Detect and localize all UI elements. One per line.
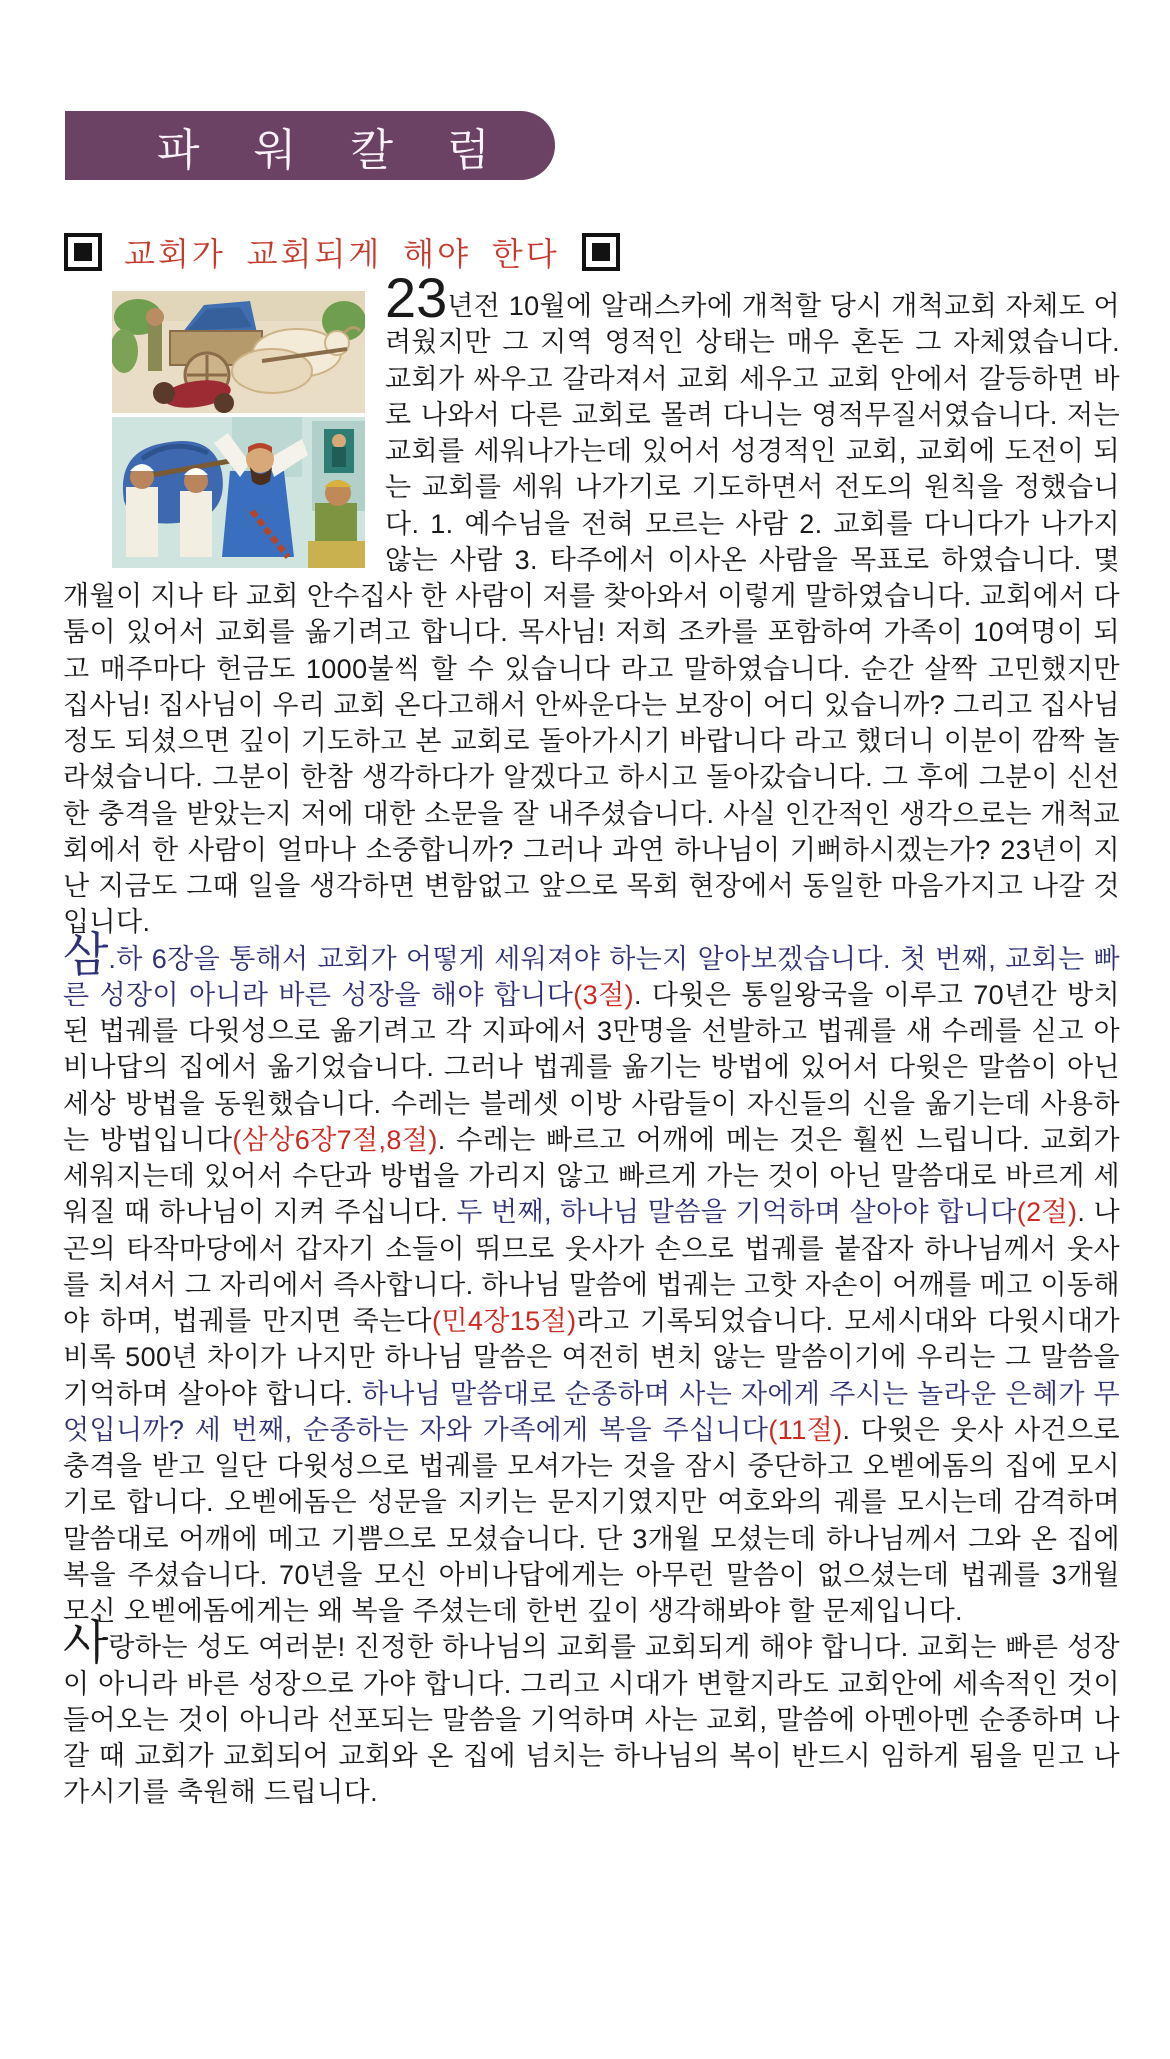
banner-title: 파 워 칼 럼 — [157, 125, 511, 175]
article-title: 교회가 교회되게 해야 한다 — [124, 236, 560, 272]
paragraph-3-text: 랑하는 성도 여러분! 진정한 하나님의 교회를 교회되게 해야 합니다. 교회는 빠른 성장이 아니라 바른 성장으로 가야 합니다. 그리고 시대가 변할지라도 교회안에 세속적인 것이 들어오는 것이 아니라 선포되는 말씀을 기억하며 사는 교회, 말씀에 아멘아멘 순종하며 나갈 때 교회가 교회되어 교회와 온 집에 넘치는 하나님의 복이 반드시 임하게 됨을 믿고 나가시기를 축원해 드립니다. — [63, 1632, 1120, 1808]
power-column-banner — [65, 111, 555, 180]
article-title-row — [64, 229, 620, 275]
dropcap-sa: 사 — [63, 1616, 109, 1670]
paragraph-2-text: .하 6장을 통해서 교회가 어떻게 세워져야 하는지 알아보겠습니다. 첫 번째, 교회는 빠른 성장이 아니라 바른 성장을 해야 합니다(3절). 다윗은 통일왕국을 이루고 70년간 방치된 법궤를 다윗성으로 옮기려고 각 지파에서 3만명을 선발하고 법궤를 새 수레를 싣고 아비나답의 집에서 옮기었습니다. 그러나 법궤를 옮기는 방법에 있어서 다윗은 말씀이 아닌 세상 방법을 동원했습니다. 수레는 블레셋 이방 사람들이 자신들의 신을 옮기는데 사용하는 방법입니다(삼상6장7절,8절). 수레는 빠르고 어깨에 메는 것은 훨씬 느립니다. 교회가 세워지는데 있어서 수단과 방법을 가리지 않고 빠르게 가는 것이 아닌 말씀대로 바르게 세워질 때 하나님이 지켜 주십니다. 두 번째, 하나님 말씀을 기억하며 살아야 합니다(2절). 나곤의 타작마당에서 갑자기 소들이 뛰므로 웃사가 손으로 법궤를 붙잡자 하나님께서 웃사를 치셔서 그 자리에서 즉사합니다. 하나님 말씀에 법궤는 고핫 자손이 어깨를 메고 이동해야 하며, 법궤를 만지면 죽는다(민4장15절)라고 기록되었습니다. 모세시대와 다윗시대가 비록 500년 차이가 나지만 하나님 말씀은 여전히 변치 않는 말씀이기에 우리는 그 말씀을 기억하며 살아야 합니다. 하나님 말씀대로 순종하며 사는 자에게 주시는 놀라운 은혜가 무엇입니까? 세 번째, 순종하는 자와 가족에게 복을 주십니다(11절). 다윗은 웃사 사건으로 충격을 받고 일단 다윗성으로 법궤를 모셔가는 것을 잠시 중단하고 오벧에돔의 집에 모시기로 합니다. 오벧에돔은 성문을 지키는 문지기였지만 여호와의 궤를 모시는데 감격하며 말씀대로 어깨에 메고 기쁨으로 모셨습니다. 단 3개월 모셨는데 하나님께서 그와 온 집에 복을 주셨습니다. 70년을 모신 아비나답에게는 아무런 말씀이 없으셨는데 법궤를 3개월 모신 오벧에돔에게는 왜 복을 주셨는데 한번 깊이 생각해봐야 할 문제입니다. — [63, 943, 1120, 1626]
paragraph-1-text: 년전 10월에 알래스카에 개척할 당시 개척교회 자체도 어려웠지만 그 지역 영적인 상태는 매우 혼돈 그 자체였습니다. 교회가 싸우고 갈라져서 교회 세우고 교회 안에서 갈등하면 바로 나와서 다른 교회로 몰려 다니는 영적무질서였습니다. 저는 교회를 세워나가는데 있어서 성경적인 교회, 교회에 도전이 되는 교회를 세워 나가기로 기도하면서 전도의 원칙을 정했습니다. 1. 예수님을 전혀 모르는 사람 2. 교회를 다니다가 나가지 않는 사람 3. 타주에서 이사온 사람을 목표로 하였습니다. 몇 개월이 지나 타 교회 안수집사 한 사람이 저를 찾아와서 이렇게 말하였습니다. 교회에서 다툼이 있어서 교회를 옮기려고 합니다. 목사님! 저희 조카를 포함하여 가족이 10여명이 되고 매주마다 헌금도 1000불씩 할 수 있습니다 라고 말하였습니다. 순간 살짝 고민했지만 집사님! 집사님이 우리 교회 온다고해서 안싸운다는 보장이 어디 있습니까? 그리고 집사님정도 되셨으면 깊이 기도하고 본 교회로 돌아가시기 바랍니다 라고 했더니 이분이 깜짝 놀라셨습니다. 그분이 한참 생각하다가 알겠다고 하시고 돌아갔습니다. 그 후에 그분이 신선한 충격을 받았는지 저에 대한 소문을 잘 내주셨습니다. 사실 인간적인 생각으로는 개척교회에서 한 사람이 얼마나 소중합니까? 그러나 과연 하나님이 기뻐하시겠는가? 23년이 지난 지금도 그때 일을 생각하면 변함없고 앞으로 목회 현장에서 동일한 마음가지고 나갈 것입니다. — [63, 291, 1120, 938]
paragraph-3 — [63, 1616, 1120, 1810]
paragraph-2 — [63, 927, 1120, 1630]
dropcap-sam: 삼 — [63, 927, 109, 981]
square-bullet-right-icon — [582, 233, 620, 271]
paragraph-1 — [63, 266, 1120, 941]
square-bullet-left-icon — [64, 233, 102, 271]
article-body — [63, 266, 1120, 1811]
article-illustration — [112, 291, 365, 568]
ark-cart-illustration — [112, 291, 365, 568]
dropcap-23: 23 — [385, 266, 448, 329]
